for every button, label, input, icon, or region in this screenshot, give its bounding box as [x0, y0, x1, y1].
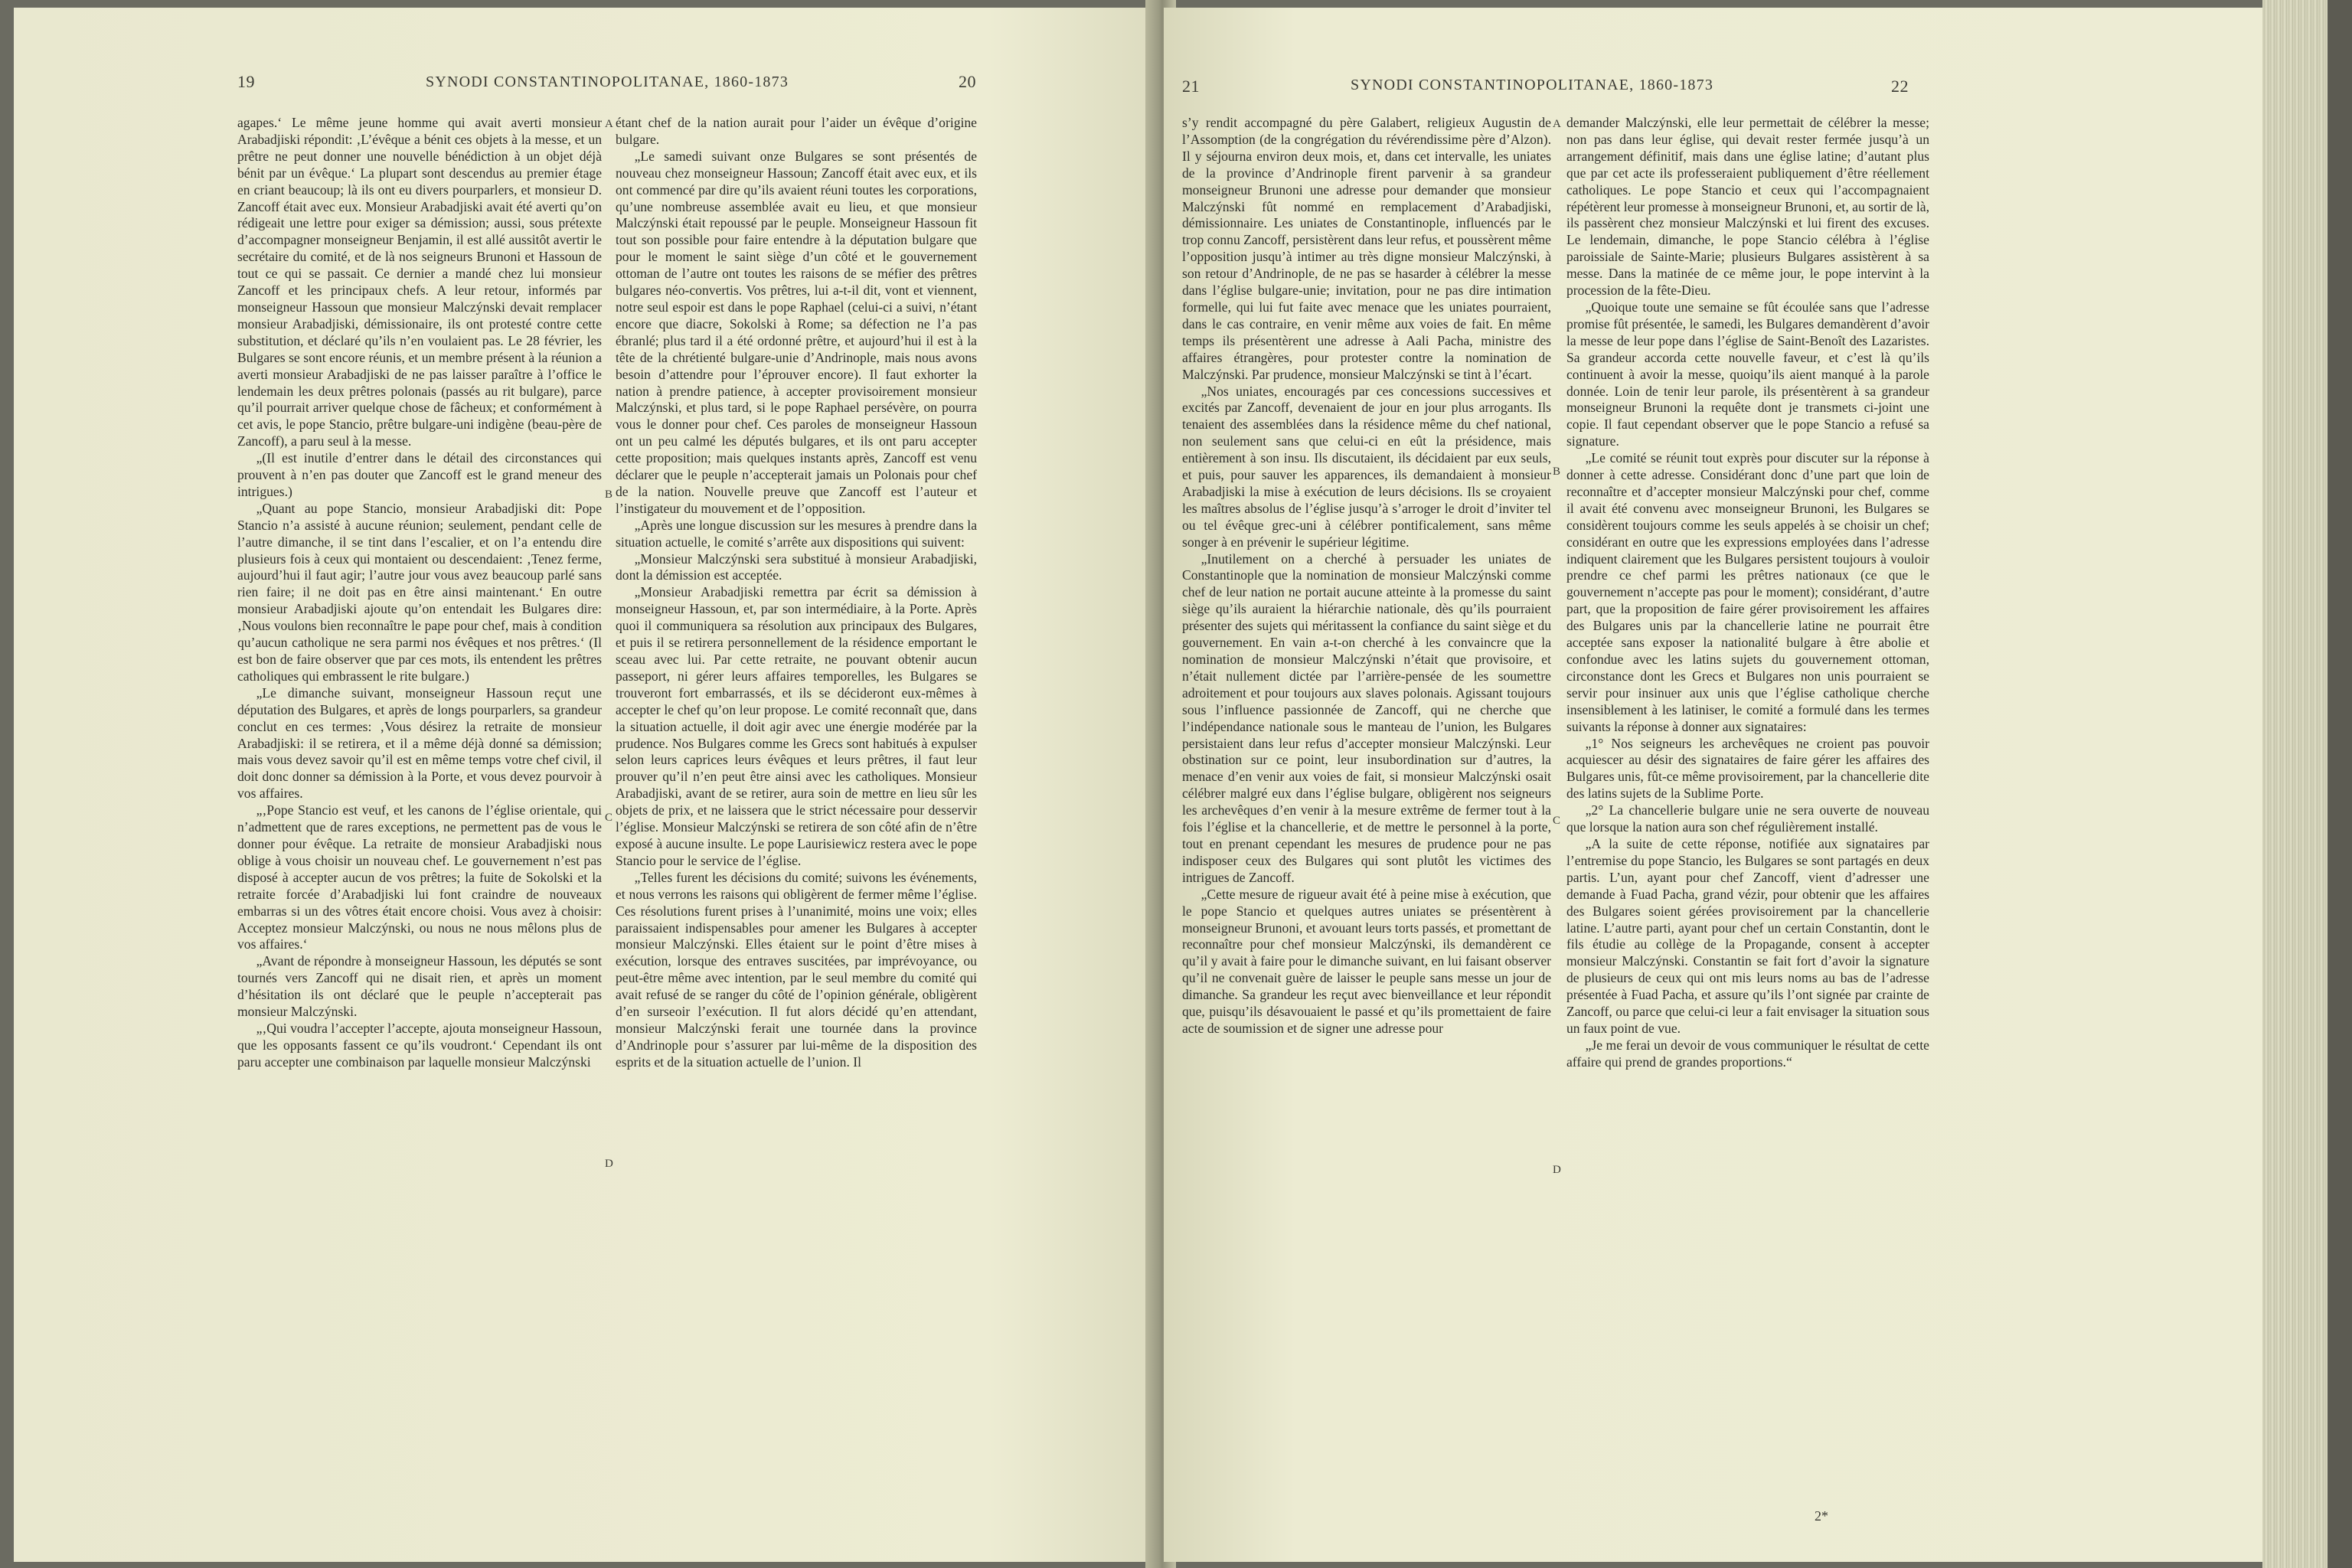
margin-letter-c: C — [605, 812, 613, 824]
page-header-left — [14, 69, 1159, 92]
page-number-22: 22 — [1891, 77, 1909, 96]
paragraph: „‚Qui voudra l’accepter l’accepte, ajouta monseigneur Hassoun, que les opposants fassent ce qu’ils voudront.‘ Cependant ils ont paru accepter une combinaison par laquelle monsieur Malczýnski — [237, 1020, 602, 1070]
text-column-2 — [616, 115, 977, 1516]
paragraph: „‚Pope Stancio est veuf, et les canons de l’église orientale, qui n’admettent que de rares exceptions, ne permettent pas de vous le donner pour évêque. La retraite de monsieur Arabadjiski nous oblige à vous choisir un nouveau chef. Le gouvernement n’est pas disposé à accepter aucun de vos prêtres; la fuite de Sokolski et la retraite forcée d’Arabadjiski lui font craindre de nouveaux embarras si un des vôtres était encore choisi. Vous avez à choisir: Acceptez monsieur Malczýnski, ou nous ne nous mêlons plus de vos affaires.‘ — [237, 802, 602, 952]
paragraph: „Cette mesure de rigueur avait été à peine mise à exécution, que le pope Stancio et quelques autres uniates se présentèrent à monseigneur Brunoni, et avouant leurs torts passés, et promettant de reconnaître pour chef monsieur Malczýnski, ils demandèrent ce qu’il y avait à faire pour le dimanche suivant, en lui faisant observer qu’il ne convenait guère de laisser le peuple sans messe un jour de dimanche. Sa grandeur les reçut avec bienveillance et leur répondit que, puisqu’ils désavouaient le passé et qu’ils promettaient de faire acte de soumission et de signer une adresse pour — [1182, 886, 1551, 1036]
paragraph: „A la suite de cette réponse, notifiée aux signataires par l’entremise du pope Stancio, les Bulgares se sont partagés en deux partis. L’un, ayant pour chef Zancoff, vient d’adresser une demande à Fuad Pacha, grand vézir, pour obtenir que les affaires des Bulgares soient gérées provisoirement par la chancellerie latine. L’autre parti, ayant pour chef un certain Constantin, dont le fils étudie au collège de la Propagande, consent à accepter monsieur Malczýnski. Constantin se fait fort d’avoir la signature de plusieurs de ceux qui ont mis leurs noms au bas de l’adresse présentée à Fuad Pacha, et assure qu’ils l’ont signée par crainte de Zancoff, ou parce que celui-ci leur a fait envisager la situation sous un faux point de vue. — [1566, 835, 1929, 1036]
page-header-right — [1164, 69, 2262, 96]
paragraph: „Nos uniates, encouragés par ces concessions successives et excités par Zancoff, devenaient de jour en jour plus arrogants. Ils tenaient des assemblées dans la résidence même du chef national, non seulement sans que celui-ci en eût la présidence, mais entièrement à son insu. Ils discutaient, ils décidaient par eux seuls, et puis, pour sauver les apparences, ils demandaient à monsieur Arabadjiski la mise à exécution de leurs décisions. Ils se croyaient les maîtres absolus de l’église jusqu’à s’arroger le droit d’inviter tel ou tel évêque grec-uni à célébrer pontificalement, sans même songer à en prévenir le supérieur légitime. — [1182, 383, 1551, 550]
paragraph: s’y rendit accompagné du père Galabert, religieux Augustin de l’Assomption (de la congrégation du révérendissime père d’Alzon). Il y séjourna environ deux mois, et, dans cet intervalle, les uniates de la province d’Andrinople firent parvenir à sa grandeur monseigneur Brunoni une adresse pour demander que monsieur Malczýnski fût nommé en remplacement d’Arabadjiski, démissionnaire. Les uniates de Constantinople, influencés par le trop connu Zancoff, persistèrent dans leur refus, et poussèrent même l’opposition jusqu’à intimer au très digne monsieur Malczýnski, à son retour d’Andrinople, de ne pas se hasarder à célébrer la messe dans l’église bulgare-unie; invitation, pour ne pas dire intimation formelle, qui lui fut faite avec menace que les uniates pourraient, dans le cas contraire, en venir même aux voies de fait. En même temps ils présentèrent une adresse à Aali Pacha, ministre des affaires étrangères, pour protester contre la nomination de Malczýnski. Par prudence, monsieur Malczýnski se tint à l’écart. — [1182, 115, 1551, 382]
margin-letter-a: A — [1553, 118, 1561, 130]
margin-letter-c: C — [1553, 815, 1561, 827]
paragraph: „Le samedi suivant onze Bulgares se sont présentés de nouveau chez monseigneur Hassoun; Zancoff était avec eux, et ils ont commencé par dire qu’ils avaient réuni toutes les corporations, qu’une nombreuse assemblée avait eu lieu, et que monsieur Malczýnski était repoussé par le peuple. Monseigneur Hassoun fit tout son possible pour faire entendre à la députation bulgare que pour le moment le saint siège d’un côté et le gouvernement ottoman de l’autre ont toutes les raisons de se méfier des prêtres bulgares néo-convertis. Vos prêtres, lui a-t-il dit, vont et viennent, notre seul espoir est dans le pope Raphael (celui-ci a suivi, n’étant encore que diacre, Sokolski à Rome; sa défection ne l’a pas ébranlé; plus tard il a été ordonné prêtre, et aujourd’hui il est à la tête de la chrétienté bulgare-unie d’Andrinople, mais nous avons besoin d’attendre pour l’éprouver encore). Il faut exhorter la nation à prendre patience, à accepter provisoirement monsieur Malczýnski, et plus tard, si le pope Raphael persévère, on pourra vous le donner pour chef. Ces paroles de monseigneur Hassoun ont un peu calmé les députés bulgares, et ils ont paru accepter cette proposition; mais quelques instants après, Zancoff est venu déclarer que le peuple n’accepterait jamais un Polonais pour chef de la nation. Nouvelle preuve que Zancoff est l’auteur et l’instigateur du mouvement et de l’opposition. — [616, 148, 977, 516]
paragraph: „Avant de répondre à monseigneur Hassoun, les députés se sont tournés vers Zancoff qui ne disait rien, et après un moment d’hésitation ils ont déclaré que le peuple n’accepterait pas monsieur Malczýnski. — [237, 953, 602, 1020]
margin-letter-d: D — [605, 1158, 613, 1170]
paragraph: „Monsieur Arabadjiski remettra par écrit sa démission à monseigneur Hassoun, et, par son intermédiaire, à la Porte. Après quoi il communiquera sa résolution aux principaux des Bulgares, et puis il se retirera personnellement de la résidence emportant le sceau avec lui. Par cette retraite, ne pouvant obtenir aucun passeport, ni gérer leurs affaires temporelles, les Bulgares se trouveront fort embarrassés, et ils se décideront eux-mêmes à accepter le chef qu’on leur propose. Le comité reconnaît que, dans la situation actuelle, il doit agir avec une énergie modérée par la prudence. Nos Bulgares comme les Grecs sont habitués à expulser selon leurs caprices leurs évêques et leurs prêtres, il faut leur prouver qu’il n’en peut être ainsi avec les catholiques. Monsieur Arabadjiski, avant de se retirer, aura soin de mettre en lieu sûr les objets de prix, et ne laissera que le strict nécessaire pour desservir l’église. Monsieur Malczýnski se retirera de son côté afin de n’être exposé à aucune insulte. Le pope Laurisiewicz restera avec le pope Stancio pour le service de l’église. — [616, 584, 977, 868]
paragraph: „Après une longue discussion sur les mesures à prendre dans la situation actuelle, le comité s’arrête aux dispositions qui suivent: — [616, 517, 977, 550]
paragraph: étant chef de la nation aurait pour l’aider un évêque d’origine bulgare. — [616, 115, 977, 147]
running-title: SYNODI CONSTANTINOPOLITANAE, 1860-1873 — [1351, 77, 1714, 93]
background-edge — [2328, 0, 2352, 1568]
paragraph: agapes.‘ Le même jeune homme qui avait averti monsieur Arabadjiski répondit: ‚L’évêque a bénit ces objets à la messe, et un prêtre ne peut donner une nouvelle bénédiction à un objet déjà bénit par un évêque.‘ La plupart sont descendus au premier étage en criant beaucoup; là ils ont eu divers pourparlers, et monsieur D. Zancoff était avec eux. Monsieur Arabadjiski avait été averti qu’on rédigeait une lettre pour exiger sa démission; aussi, sous prétexte d’accompagner monseigneur Benjamin, il est allé aussitôt avertir le secrétaire du comité, et de là nos seigneurs Brunoni et Hassoun de tout ce qui se passait. Ce dernier a mandé chez lui monsieur Zancoff et les principaux chefs. A leur retour, informés par monseigneur Hassoun que monsieur Malczýnski devait remplacer monsieur Arabadjiski, démissionaire, ils ont protesté contre cette substitution, et déclaré qu’ils n’en voulaient pas. Le 28 février, les Bulgares se sont encore réunis, et un membre présent à la réunion a averti monsieur Arabadjiski de ne pas laisser paraître à l’office le lendemain les deux prêtres polonais (passés au rit bulgare), parce qu’il pourrait arriver quelque chose de fâcheux; et conformément à cet avis, le pope Stancio, prêtre bulgare-uni indigène (beau-père de Zancoff), a paru seul à la messe. — [237, 115, 602, 449]
margin-letter-d: D — [1553, 1164, 1561, 1176]
paragraph: „Telles furent les décisions du comité; suivons les événements, et nous verrons les raisons qui obligèrent de fermer même l’église. Ces résolutions furent prises à l’unanimité, moins une voix; elles paraissaient indispensables pour amener les Bulgares à accepter monsieur Malczýnski. Elles étaient sur le point d’être mises à exécution, lorsque des entraves suscitées, par imprévoyance, ou peut-être même avec intention, par le seul membre du comité qui avait refusé de se ranger du côté de l’opinion générale, obligèrent d’en surseoir l’exécution. Il fut alors décidé qu’en attendant, monsieur Malczýnski ferait une tournée dans la province d’Andrinople pour s’assurer par lui-même de la disposition des esprits et de la situation actuelle de l’union. Il — [616, 869, 977, 1070]
paragraph: „Quoique toute une semaine se fût écoulée sans que l’adresse promise fût présentée, le samedi, les Bulgares demandèrent d’avoir la messe de leur pope dans l’église de Saint-Benoît des Lazaristes. Sa grandeur accorda cette nouvelle faveur, et c’est là qu’ils continuent à avoir la messe, quoiqu’ils aient manqué à la parole donnée. Loin de tenir leur parole, ils présentèrent à sa grandeur monseigneur Brunoni la requête dont je transmets ci-joint une copie. Il faut cependant observer que le pope Stancio a refusé sa signature. — [1566, 299, 1929, 449]
page-number-21: 21 — [1182, 77, 1200, 96]
text-column-2 — [1566, 115, 1929, 1516]
paragraph: „Je me ferai un devoir de vous communiquer le résultat de cette affaire qui prend de grandes proportions.“ — [1566, 1037, 1929, 1070]
left-page — [14, 8, 1159, 1562]
paragraph: „2° La chancellerie bulgare unie ne sera ouverte de nouveau que lorsque la nation aura son chef régulièrement installé. — [1566, 802, 1929, 835]
margin-letter-a: A — [605, 118, 613, 130]
paragraph: „Le dimanche suivant, monseigneur Hassoun reçut une députation des Bulgares, et après de longs pourparlers, sa grandeur conclut en ces termes: ‚Vous désirez la retraite de monsieur Arabadjiski: il se retirera, et il a même déjà donné sa démission; mais vous devez savoir qu’il est en même temps votre chef civil, il doit donc donner sa démission à la Porte, et vous devez pourvoir à vos affaires. — [237, 684, 602, 802]
right-page — [1164, 8, 2262, 1562]
paragraph: „(Il est inutile d’entrer dans le détail des circonstances qui prouvent à n’en pas douter que Zancoff est le grand meneur des intrigues.) — [237, 450, 602, 499]
page-number-19: 19 — [237, 72, 255, 91]
paragraph: „1° Nos seigneurs les archevêques ne croient pas pouvoir acquiescer au désir des signataires de faire gérer les affaires des Bulgares unis, fût-ce même provisoirement, par la chancellerie dite des latins sujets de la Sublime Porte. — [1566, 735, 1929, 802]
paragraph: „Le comité se réunit tout exprès pour discuter sur la réponse à donner à cette adresse. Considérant donc d’une part que loin de reconnaître et d’accepter monsieur Malczýnski pour chef, comme il avait été convenu avec monseigneur Brunoni, les Bulgares se considèrent toujours comme les seuls appelés à se choisir un chef; considérant en outre que les expressions employées dans l’adresse indiquent clairement que les Bulgares persistent toujours à vouloir prendre ce chef parmi les prêtres nationaux (ce que le gouvernement n’accepte pas pour le moment); considérant, d’autre part, que la proposition de faire gérer provisoirement les affaires des Bulgares unis par la chancellerie latine ne pourrait être acceptée sans exposer la nationalité bulgare à être abolie et confondue avec les latins sujets du gouvernement ottoman, circonstance dont les Grecs et Bulgares non unis pourraient se servir pour insinuer aux unis que l’église catholique cherche insensiblement à les latiniser, le comité a formulé dans les termes suivants la réponse à donner aux signataires: — [1566, 450, 1929, 734]
margin-letter-b: B — [1553, 466, 1561, 478]
paragraph: „Inutilement on a cherché à persuader les uniates de Constantinople que la nomination de monsieur Malczýnski comme chef de leur nation ne portait aucune atteinte à la promesse du saint siège qu’ils auraient la hiérarchie nationale, dès qu’ils pourraient présenter des sujets qui méritassent la confiance du saint siège et du gouvernement. En vain a-t-on cherché à les convaincre que la nomination de monsieur Malczýnski n’était que provisoire, et n’était nullement dictée par l’arrière-pensée de les soumettre adroitement et pour toujours aux slaves polonais. Agissant toujours sous l’influence passionnée de Zancoff, qui ne cherche que l’indépendance nationale sous le manteau de l’union, les Bulgares persistaient dans leur refus d’accepter monsieur Malczýnski. Leur obstination sur ce point, leur insubordination sur d’autres, la menace d’en venir aux voies de fait, si monsieur Malczýnski osait célébrer malgré eux dans l’église bulgare, obligèrent nos seigneurs les archevêques d’en venir à la mesure extrême de fermer tout à la fois l’église et la chancellerie, et de mettre le personnel à la porte, tout en prenant cependant les mesures de prudence pour ne pas indisposer ceux des Bulgares qui sont plutôt les victimes des intrigues de Zancoff. — [1182, 550, 1551, 885]
signature-mark: 2* — [1815, 1508, 1828, 1524]
paragraph: „Monsieur Malczýnski sera substitué à monsieur Arabadjiski, dont la démission est acceptée. — [616, 550, 977, 583]
text-column-1 — [237, 115, 602, 1516]
text-column-1 — [1182, 115, 1551, 1516]
margin-letter-b: B — [605, 488, 613, 501]
page-number-20: 20 — [959, 72, 976, 91]
paragraph: „Quant au pope Stancio, monsieur Arabadjiski dit: Pope Stancio n’a assisté à aucune réunion; seulement, pendant celle de l’autre dimanche, il se tint dans l’escalier, et on l’a entendu dire plusieurs fois à ceux qui montaient ou descendaient: ‚Tenez ferme, aujourd’hui il faut agir; l’autre jour vous avez beaucoup parlé sans rien faire; il ne doit pas en être ainsi maintenant.‘ En outre monsieur Arabadjiski ajoute qu’on entendait les Bulgares dire: ‚Nous voulons bien reconnaître le pape pour chef, mais à condition qu’aucun catholique ne sera parmi nos évêques et nos prêtres.‘ (Il est bon de faire observer que par ces mots, ils entendent les prêtres catholiques qui embrassent le rite bulgare.) — [237, 500, 602, 684]
paragraph: demander Malczýnski, elle leur permettait de célébrer la messe; non pas dans leur église, qui devait rester fermée jusqu’à un arrangement définitif, mais dans une église latine; d’autant plus que par cet acte ils professeraient publiquement d’être réellement catholiques. Le pope Stancio et ceux qui l’accompagnaient répétèrent leur promesse à monseigneur Brunoni, et, au sortir de là, ils passèrent chez monsieur Malczýnski et lui firent des excuses. Le lendemain, dimanche, le pope Stancio célébra à l’église paroissiale de Sainte-Marie; plusieurs Bulgares assistèrent à sa messe. Dans la matinée de ce même jour, le pope intervint à la procession de la fête-Dieu. — [1566, 115, 1929, 299]
running-title: SYNODI CONSTANTINOPOLITANAE, 1860-1873 — [426, 74, 789, 90]
